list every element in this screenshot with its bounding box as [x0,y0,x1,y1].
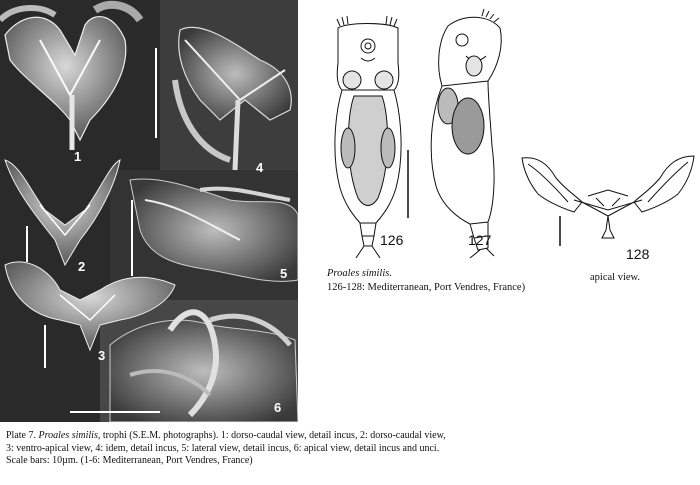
sem-panel-label-2: 2 [78,259,86,274]
scale-bar-drawings-126-127 [405,150,411,220]
drawing-127-label: 127 [468,232,492,248]
plate-caption [6,430,446,468]
drawing-128-apical-view [518,150,698,260]
sem-panel-label-1: 1 [74,149,82,164]
plate-caption-text: , trophi (S.E.M. photographs). 1: dorso-caudal view, detail incus, 2: dorso-caudal view, 3: ventro-apical view, 4: idem, detail incus, 5: lateral view, detail incus, 6: apical view, detail incus and unci. Scale bars: 10µm. (1-6: Mediterranean, Port Vendres, France) [6,430,446,466]
drawing-128-view-caption: apical view. [590,272,641,283]
sem-panel-label-3: 3 [98,348,106,363]
sem-photo-plate [0,0,298,422]
drawing-126-label: 126 [380,232,404,248]
sem-panel-label-4: 4 [256,160,264,175]
drawing-127-lateral-view [418,6,510,260]
sem-panel-label-6: 6 [274,400,282,415]
drawing-caption-locality: 126-128: Mediterranean, Port Vendres, France) [327,282,526,293]
sem-photo-image [0,0,298,422]
plate-caption-prefix: Plate 7. [6,430,39,441]
sem-panel-6-structure [110,312,298,422]
plate-caption-species: Proales similis [38,430,98,441]
drawing-128-label: 128 [626,246,650,262]
drawing-caption-species: Proales similis. [327,268,392,279]
sem-panel-label-5: 5 [280,266,288,281]
drawing-126-dorsal-view [328,8,408,260]
